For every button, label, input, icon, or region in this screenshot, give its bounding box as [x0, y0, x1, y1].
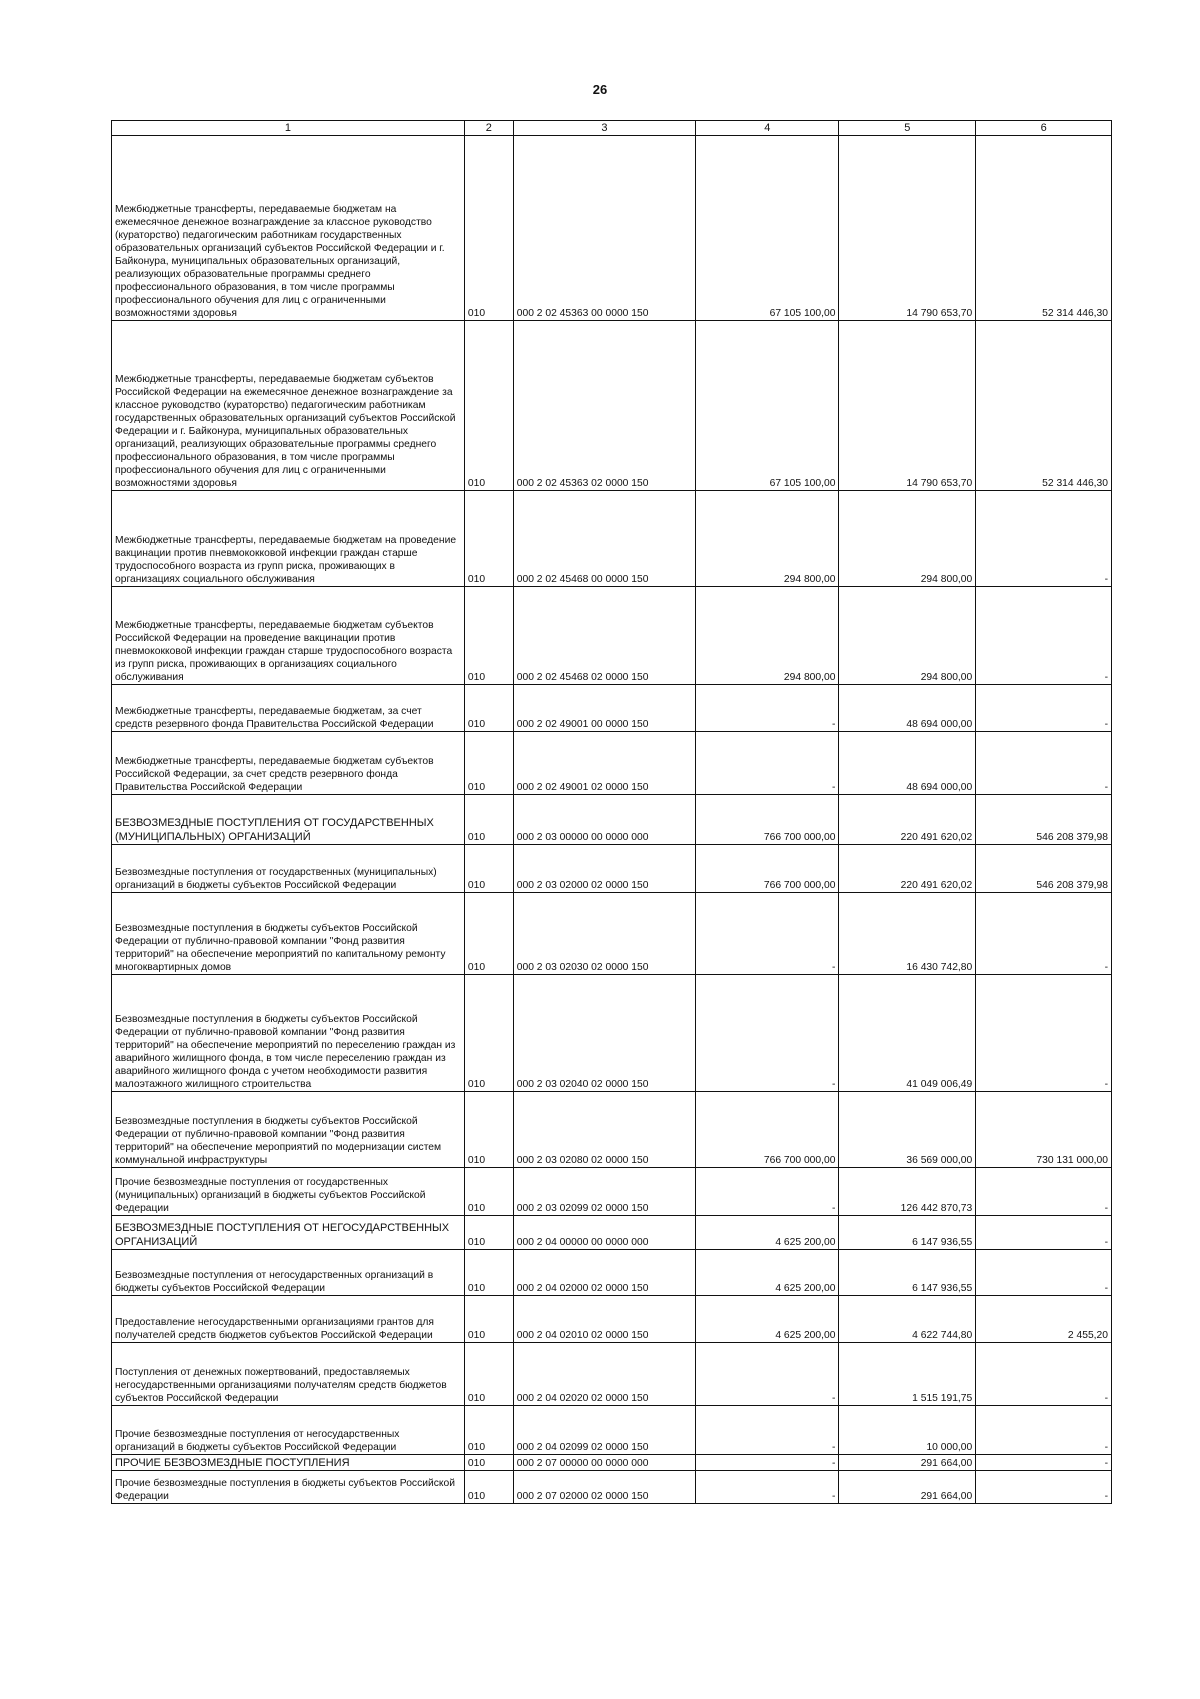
income-name-cell: Безвозмездные поступления в бюджеты субъектов Российской Федерации от публично-правовой компании "Фонд развития территорий" на обеспечение мероприятий по переселению граждан из аварийного жилищного фонда, в том числе переселению граждан из аварийного жилищного фонда с учетом необходимости развития малоэтажного жилищного строительства [112, 975, 465, 1092]
approved-amount-cell: 766 700 000,00 [696, 845, 839, 893]
executed-amount-cell: 48 694 000,00 [839, 685, 976, 732]
executed-amount-cell: 1 515 191,75 [839, 1343, 976, 1406]
line-code-cell: 010 [464, 845, 513, 893]
table-row [112, 1216, 1112, 1250]
report-table [111, 120, 1112, 1504]
table-row [112, 1092, 1112, 1168]
approved-amount-cell: - [696, 685, 839, 732]
budget-code-cell: 000 2 03 02030 02 0000 150 [513, 893, 695, 975]
budget-code-cell: 000 2 03 02080 02 0000 150 [513, 1092, 695, 1168]
income-name-cell: Межбюджетные трансферты, передаваемые бюджетам, за счет средств резервного фонда Правительства Российской Федерации [112, 685, 465, 732]
unexecuted-amount-cell: 546 208 379,98 [976, 845, 1112, 893]
income-name-cell: Прочие безвозмездные поступления от негосударственных организаций в бюджеты субъектов Российской Федерации [112, 1406, 465, 1455]
line-code-cell: 010 [464, 685, 513, 732]
line-code-cell: 010 [464, 732, 513, 795]
column-number: 5 [839, 121, 976, 136]
line-code-cell: 010 [464, 1455, 513, 1471]
approved-amount-cell: 766 700 000,00 [696, 1092, 839, 1168]
approved-amount-cell: 294 800,00 [696, 491, 839, 587]
line-code-cell: 010 [464, 1406, 513, 1455]
executed-amount-cell: 220 491 620,02 [839, 795, 976, 845]
column-number: 2 [464, 121, 513, 136]
unexecuted-amount-cell: 2 455,20 [976, 1296, 1112, 1343]
budget-code-cell: 000 2 04 02000 02 0000 150 [513, 1250, 695, 1296]
table-row [112, 491, 1112, 587]
table-row [112, 1343, 1112, 1406]
column-number: 3 [513, 121, 695, 136]
budget-code-cell: 000 2 03 02099 02 0000 150 [513, 1168, 695, 1216]
income-name-cell: Безвозмездные поступления от негосударственных организаций в бюджеты субъектов Российской Федерации [112, 1250, 465, 1296]
income-name-cell: Безвозмездные поступления в бюджеты субъектов Российской Федерации от публично-правовой компании "Фонд развития территорий" на обеспечение мероприятий по модернизации систем коммунальной инфраструктуры [112, 1092, 465, 1168]
executed-amount-cell: 14 790 653,70 [839, 136, 976, 321]
approved-amount-cell: - [696, 1406, 839, 1455]
column-number-row [112, 121, 1112, 136]
unexecuted-amount-cell: - [976, 1168, 1112, 1216]
income-name-cell: Межбюджетные трансферты, передаваемые бюджетам на проведение вакцинации против пневмококковой инфекции граждан старше трудоспособного возраста из групп риска, проживающих в организациях социального обслуживания [112, 491, 465, 587]
approved-amount-cell: - [696, 1471, 839, 1504]
income-name-cell: Межбюджетные трансферты, передаваемые бюджетам субъектов Российской Федерации, за счет средств резервного фонда Правительства Российской Федерации [112, 732, 465, 795]
executed-amount-cell: 48 694 000,00 [839, 732, 976, 795]
approved-amount-cell: - [696, 1455, 839, 1471]
approved-amount-cell: 294 800,00 [696, 587, 839, 685]
approved-amount-cell: 4 625 200,00 [696, 1250, 839, 1296]
table-row [112, 845, 1112, 893]
unexecuted-amount-cell: 546 208 379,98 [976, 795, 1112, 845]
executed-amount-cell: 126 442 870,73 [839, 1168, 976, 1216]
table-row [112, 1296, 1112, 1343]
income-name-cell: Межбюджетные трансферты, передаваемые бюджетам субъектов Российской Федерации на ежемесячное денежное вознаграждение за классное руководство (кураторство) педагогическим работникам государственных образовательных организаций субъектов Российской Федерации и г. Байконура, муниципальных образовательных организаций, реализующих образовательные программы среднего профессионального образования, в том числе программы профессионального обучения для лиц с ограниченными возможностями здоровья [112, 321, 465, 491]
page-number: 26 [592, 82, 608, 97]
approved-amount-cell: - [696, 1343, 839, 1406]
table-row [112, 975, 1112, 1092]
line-code-cell: 010 [464, 1250, 513, 1296]
budget-code-cell: 000 2 03 02040 02 0000 150 [513, 975, 695, 1092]
budget-code-cell: 000 2 02 49001 02 0000 150 [513, 732, 695, 795]
income-name-cell: Предоставление негосударственными организациями грантов для получателей средств бюджетов субъектов Российской Федерации [112, 1296, 465, 1343]
unexecuted-amount-cell: - [976, 893, 1112, 975]
line-code-cell: 010 [464, 1092, 513, 1168]
table-row [112, 795, 1112, 845]
executed-amount-cell: 294 800,00 [839, 491, 976, 587]
unexecuted-amount-cell: - [976, 1216, 1112, 1250]
executed-amount-cell: 4 622 744,80 [839, 1296, 976, 1343]
budget-code-cell: 000 2 02 45468 02 0000 150 [513, 587, 695, 685]
income-name-cell: Межбюджетные трансферты, передаваемые бюджетам субъектов Российской Федерации на проведение вакцинации против пневмококковой инфекции граждан старше трудоспособного возраста из групп риска, проживающих в организациях социального обслуживания [112, 587, 465, 685]
table-row [112, 587, 1112, 685]
unexecuted-amount-cell: - [976, 1455, 1112, 1471]
approved-amount-cell: 67 105 100,00 [696, 136, 839, 321]
unexecuted-amount-cell: - [976, 1343, 1112, 1406]
line-code-cell: 010 [464, 136, 513, 321]
unexecuted-amount-cell: - [976, 1250, 1112, 1296]
unexecuted-amount-cell: 52 314 446,30 [976, 136, 1112, 321]
report-body [112, 136, 1112, 1504]
budget-code-cell: 000 2 03 02000 02 0000 150 [513, 845, 695, 893]
line-code-cell: 010 [464, 1343, 513, 1406]
approved-amount-cell: - [696, 732, 839, 795]
income-name-cell: ПРОЧИЕ БЕЗВОЗМЕЗДНЫЕ ПОСТУПЛЕНИЯ [112, 1455, 465, 1471]
budget-code-cell: 000 2 04 00000 00 0000 000 [513, 1216, 695, 1250]
table-row [112, 321, 1112, 491]
table-row [112, 1471, 1112, 1504]
budget-code-cell: 000 2 07 02000 02 0000 150 [513, 1471, 695, 1504]
table-row [112, 136, 1112, 321]
approved-amount-cell: - [696, 1168, 839, 1216]
income-name-cell: Межбюджетные трансферты, передаваемые бюджетам на ежемесячное денежное вознаграждение за классное руководство (кураторство) педагогическим работникам государственных образовательных организаций субъектов Российской Федерации и г. Байконура, муниципальных образовательных организаций, реализующих образовательные программы среднего профессионального образования, в том числе программы профессионального обучения для лиц с ограниченными возможностями здоровья [112, 136, 465, 321]
unexecuted-amount-cell: - [976, 491, 1112, 587]
executed-amount-cell: 294 800,00 [839, 587, 976, 685]
income-name-cell: Безвозмездные поступления от государственных (муниципальных) организаций в бюджеты субъектов Российской Федерации [112, 845, 465, 893]
executed-amount-cell: 14 790 653,70 [839, 321, 976, 491]
approved-amount-cell: 4 625 200,00 [696, 1216, 839, 1250]
unexecuted-amount-cell: - [976, 732, 1112, 795]
budget-code-cell: 000 2 02 45468 00 0000 150 [513, 491, 695, 587]
executed-amount-cell: 10 000,00 [839, 1406, 976, 1455]
income-name-cell: Прочие безвозмездные поступления в бюджеты субъектов Российской Федерации [112, 1471, 465, 1504]
line-code-cell: 010 [464, 1168, 513, 1216]
executed-amount-cell: 220 491 620,02 [839, 845, 976, 893]
approved-amount-cell: 766 700 000,00 [696, 795, 839, 845]
budget-code-cell: 000 2 07 00000 00 0000 000 [513, 1455, 695, 1471]
column-number: 1 [112, 121, 465, 136]
table-row [112, 1455, 1112, 1471]
line-code-cell: 010 [464, 491, 513, 587]
executed-amount-cell: 16 430 742,80 [839, 893, 976, 975]
table-row [112, 1168, 1112, 1216]
executed-amount-cell: 36 569 000,00 [839, 1092, 976, 1168]
line-code-cell: 010 [464, 975, 513, 1092]
unexecuted-amount-cell: 730 131 000,00 [976, 1092, 1112, 1168]
budget-code-cell: 000 2 04 02020 02 0000 150 [513, 1343, 695, 1406]
approved-amount-cell: 67 105 100,00 [696, 321, 839, 491]
table-row [112, 893, 1112, 975]
executed-amount-cell: 6 147 936,55 [839, 1216, 976, 1250]
income-name-cell: Безвозмездные поступления в бюджеты субъектов Российской Федерации от публично-правовой компании "Фонд развития территорий" на обеспечение мероприятий по капитальному ремонту многоквартирных домов [112, 893, 465, 975]
executed-amount-cell: 6 147 936,55 [839, 1250, 976, 1296]
executed-amount-cell: 291 664,00 [839, 1455, 976, 1471]
income-name-cell: Поступления от денежных пожертвований, предоставляемых негосударственными организациями получателям средств бюджетов субъектов Российской Федерации [112, 1343, 465, 1406]
unexecuted-amount-cell: - [976, 975, 1112, 1092]
income-name-cell: БЕЗВОЗМЕЗДНЫЕ ПОСТУПЛЕНИЯ ОТ ГОСУДАРСТВЕННЫХ (МУНИЦИПАЛЬНЫХ) ОРГАНИЗАЦИЙ [112, 795, 465, 845]
income-name-cell: БЕЗВОЗМЕЗДНЫЕ ПОСТУПЛЕНИЯ ОТ НЕГОСУДАРСТВЕННЫХ ОРГАНИЗАЦИЙ [112, 1216, 465, 1250]
budget-code-cell: 000 2 04 02010 02 0000 150 [513, 1296, 695, 1343]
line-code-cell: 010 [464, 1471, 513, 1504]
approved-amount-cell: - [696, 893, 839, 975]
line-code-cell: 010 [464, 893, 513, 975]
line-code-cell: 010 [464, 321, 513, 491]
unexecuted-amount-cell: - [976, 1471, 1112, 1504]
approved-amount-cell: 4 625 200,00 [696, 1296, 839, 1343]
budget-code-cell: 000 2 02 45363 02 0000 150 [513, 321, 695, 491]
budget-code-cell: 000 2 03 00000 00 0000 000 [513, 795, 695, 845]
approved-amount-cell: - [696, 975, 839, 1092]
table-row [112, 1406, 1112, 1455]
budget-code-cell: 000 2 04 02099 02 0000 150 [513, 1406, 695, 1455]
unexecuted-amount-cell: - [976, 587, 1112, 685]
line-code-cell: 010 [464, 1296, 513, 1343]
budget-code-cell: 000 2 02 49001 00 0000 150 [513, 685, 695, 732]
executed-amount-cell: 41 049 006,49 [839, 975, 976, 1092]
column-number: 4 [696, 121, 839, 136]
column-number: 6 [976, 121, 1112, 136]
line-code-cell: 010 [464, 1216, 513, 1250]
income-name-cell: Прочие безвозмездные поступления от государственных (муниципальных) организаций в бюджеты субъектов Российской Федерации [112, 1168, 465, 1216]
table-row [112, 1250, 1112, 1296]
line-code-cell: 010 [464, 795, 513, 845]
unexecuted-amount-cell: 52 314 446,30 [976, 321, 1112, 491]
line-code-cell: 010 [464, 587, 513, 685]
unexecuted-amount-cell: - [976, 685, 1112, 732]
table-row [112, 732, 1112, 795]
unexecuted-amount-cell: - [976, 1406, 1112, 1455]
executed-amount-cell: 291 664,00 [839, 1471, 976, 1504]
budget-code-cell: 000 2 02 45363 00 0000 150 [513, 136, 695, 321]
table-row [112, 685, 1112, 732]
